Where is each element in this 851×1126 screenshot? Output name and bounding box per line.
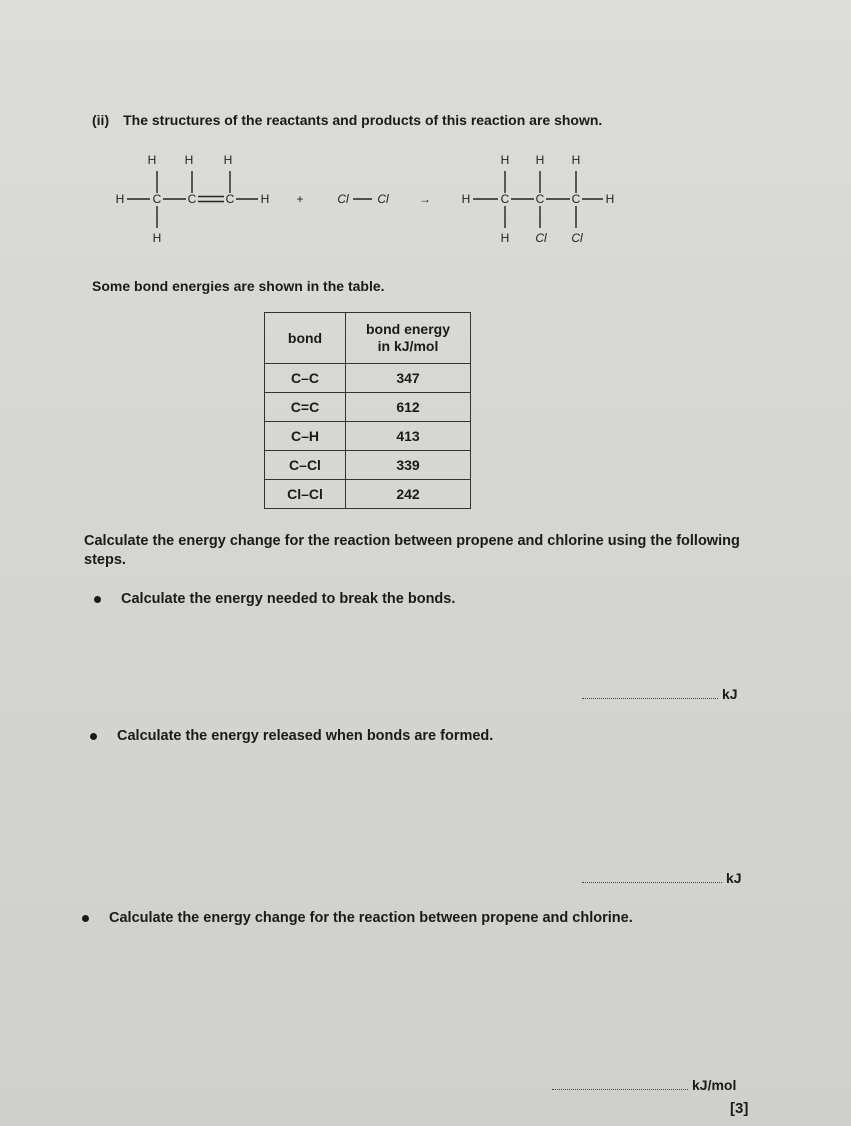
chlorine-structure <box>337 192 389 206</box>
atom-c: C <box>571 192 581 206</box>
atom-h: H <box>461 192 471 206</box>
answer-dots[interactable] <box>582 686 718 699</box>
step-1 <box>94 591 455 607</box>
dichloropropane-structure <box>462 153 615 245</box>
energy-cell: 347 <box>346 364 471 393</box>
atom-c: C <box>500 192 510 206</box>
header-energy-line1: bond energy <box>365 321 450 337</box>
energy-cell: 242 <box>346 480 471 509</box>
marks-label: [3] <box>730 1100 749 1117</box>
bond-cell: C–Cl <box>265 451 346 480</box>
question-text: The structures of the reactants and products of this reaction are shown. <box>123 112 603 128</box>
atom-h: H <box>535 153 545 167</box>
answer-line-1[interactable] <box>582 686 738 702</box>
answer-line-3[interactable] <box>552 1077 736 1093</box>
table-row <box>265 422 471 451</box>
question-header <box>92 112 602 128</box>
answer-dots[interactable] <box>552 1077 688 1090</box>
atom-c: C <box>152 192 162 206</box>
atom-c: C <box>535 192 545 206</box>
plus-sign: + <box>296 192 304 206</box>
atom-h: H <box>184 153 194 167</box>
atom-cl: Cl <box>377 192 389 206</box>
atom-cl: Cl <box>571 231 583 245</box>
bond-energy-table <box>264 312 471 509</box>
bullet-icon <box>82 915 89 922</box>
header-energy-line2: in kJ/mol <box>377 338 439 354</box>
atom-h: H <box>571 153 581 167</box>
step-2 <box>90 728 493 744</box>
step-text: Calculate the energy change for the reaction between propene and chlorine. <box>109 910 633 926</box>
reaction-arrow: → <box>419 192 431 206</box>
bond-cell: C–H <box>265 422 346 451</box>
atom-h: H <box>147 153 157 167</box>
atom-h: H <box>152 231 162 245</box>
atom-h: H <box>605 192 615 206</box>
table-row <box>265 393 471 422</box>
table-row <box>265 451 471 480</box>
answer-unit: kJ/mol <box>692 1077 737 1093</box>
bond-cell: C=C <box>265 393 346 422</box>
part-label: (ii) <box>92 112 110 128</box>
step-3 <box>82 910 633 926</box>
table-row <box>265 364 471 393</box>
bond-cell: C–C <box>265 364 346 393</box>
step-text: Calculate the energy needed to break the bonds. <box>121 591 456 607</box>
answer-line-2[interactable] <box>582 870 742 886</box>
energy-cell: 612 <box>346 393 471 422</box>
atom-h: H <box>260 192 270 206</box>
instructions-text: Calculate the energy change for the reaction between propene and chlorine using the following steps. <box>84 533 740 568</box>
bond-cell: Cl–Cl <box>265 480 346 509</box>
answer-unit: kJ <box>722 686 738 702</box>
energy-cell: 413 <box>346 422 471 451</box>
header-bond-energy <box>346 313 471 364</box>
header-bond: bond <box>265 313 346 364</box>
energy-cell: 339 <box>346 451 471 480</box>
step-text: Calculate the energy released when bonds are formed. <box>117 728 494 744</box>
atom-h: H <box>500 153 510 167</box>
propene-structure <box>116 153 270 245</box>
table-header-row <box>265 313 471 364</box>
table-row <box>265 480 471 509</box>
atom-c: C <box>225 192 235 206</box>
answer-dots[interactable] <box>582 870 722 883</box>
atom-h: H <box>223 153 233 167</box>
reaction-equation <box>100 140 640 252</box>
bullet-icon <box>90 733 97 740</box>
answer-unit: kJ <box>726 870 742 886</box>
table-intro: Some bond energies are shown in the table. <box>92 278 385 294</box>
atom-h: H <box>115 192 125 206</box>
atom-cl: Cl <box>337 192 349 206</box>
bullet-icon <box>94 596 101 603</box>
atom-h: H <box>500 231 510 245</box>
atom-cl: Cl <box>535 231 547 245</box>
atom-c: C <box>187 192 197 206</box>
